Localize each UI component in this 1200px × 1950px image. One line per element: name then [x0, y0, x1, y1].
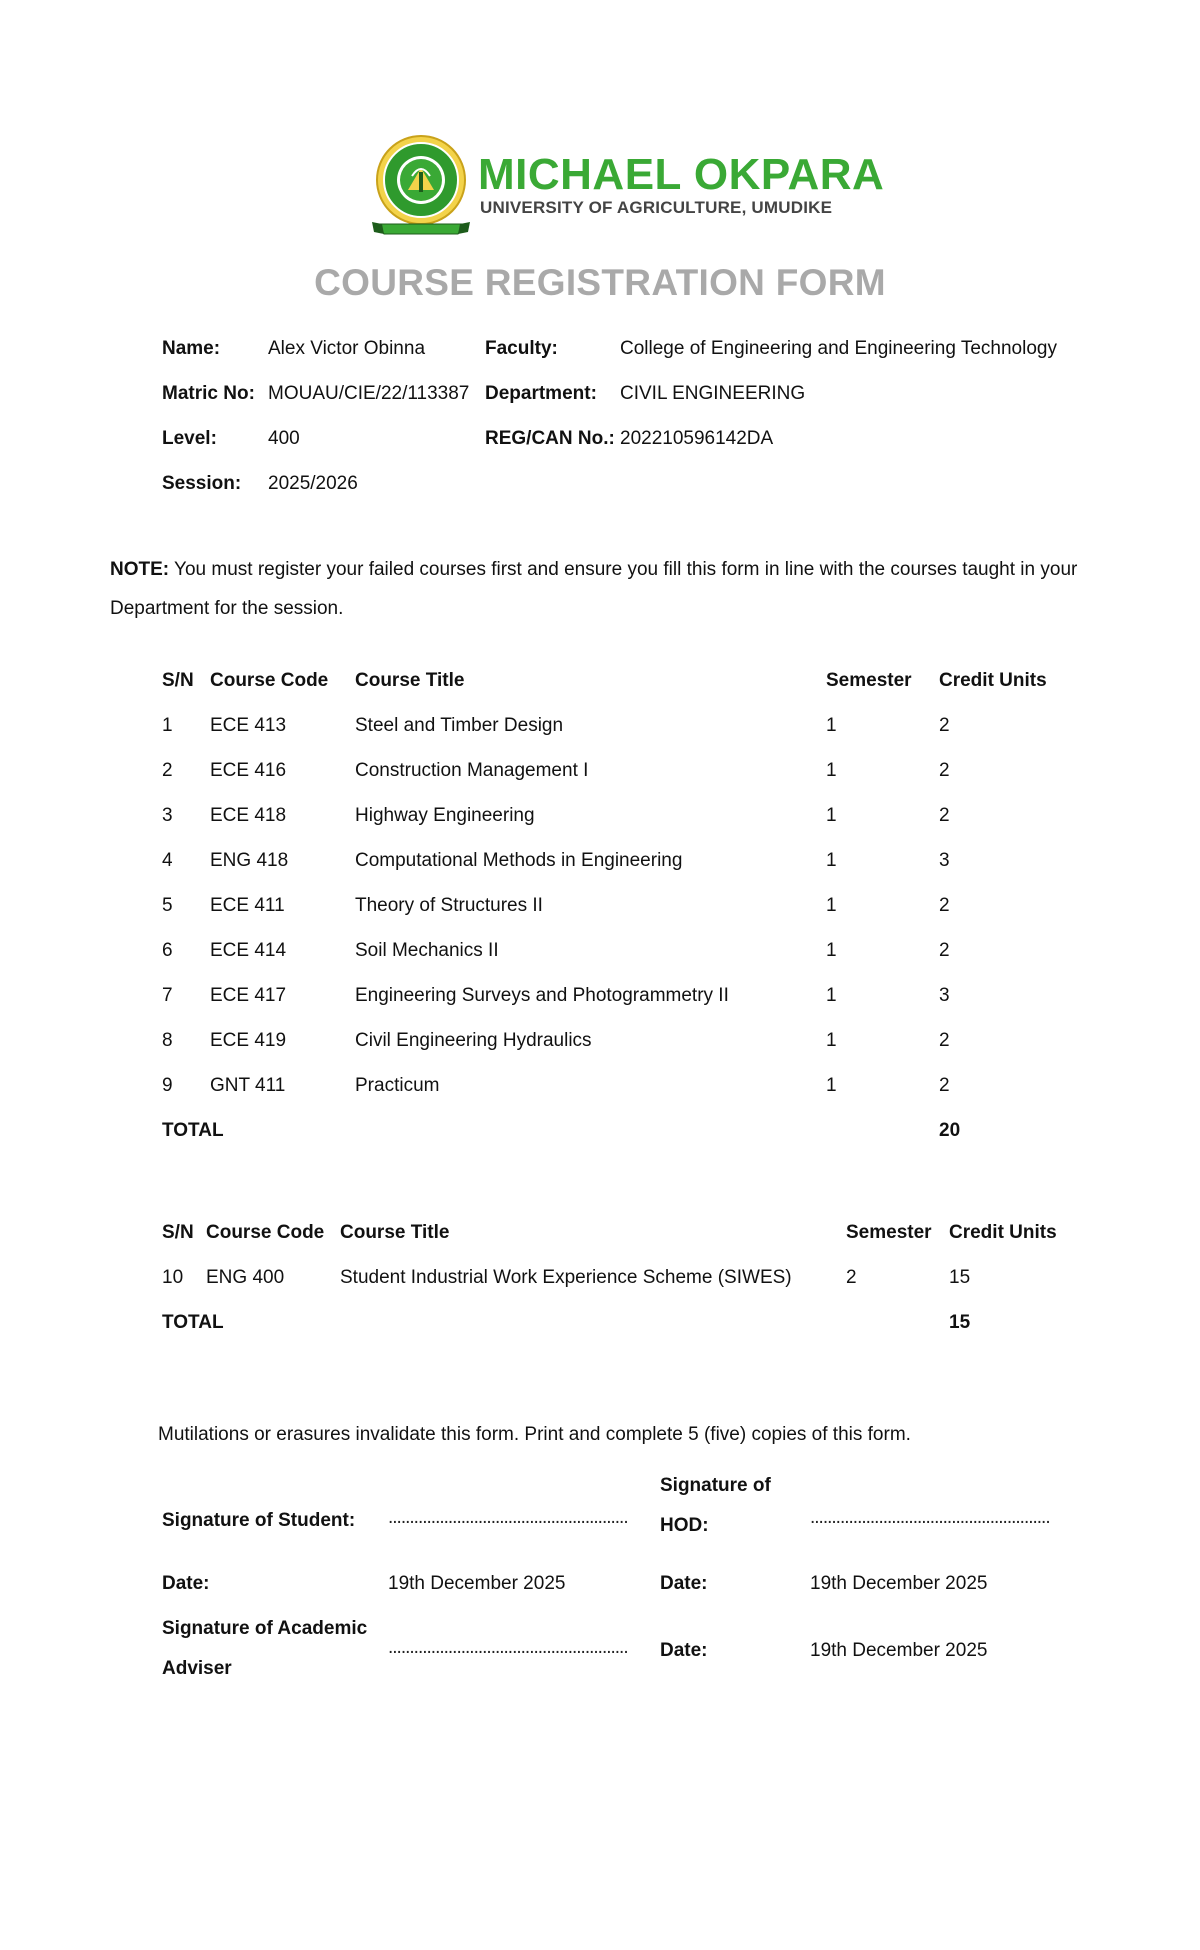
note-label: NOTE:: [110, 559, 170, 580]
table-row: [162, 895, 1062, 940]
registration-note: [110, 550, 1100, 628]
student-date-label: Date:: [162, 1573, 210, 1594]
row-sn: 4: [162, 850, 173, 871]
row-course-title: Civil Engineering Hydraulics: [355, 1030, 592, 1051]
hod-date-label: Date:: [660, 1573, 708, 1594]
header-semester: Semester: [826, 670, 912, 691]
name-label: Name:: [162, 338, 221, 359]
level-label: Level:: [162, 428, 217, 449]
adviser-signature-line: ........................................................: [388, 1637, 628, 1658]
row-course-code: ENG 418: [210, 850, 289, 871]
university-subtitle: UNIVERSITY OF AGRICULTURE, UMUDIKE: [480, 198, 833, 217]
row-semester: 1: [826, 850, 837, 871]
info-row: [162, 383, 1102, 428]
table-row: [162, 985, 1062, 1030]
row-credit-units: 3: [939, 850, 950, 871]
table-header-row: [162, 670, 1062, 715]
student-signature-line: ........................................................: [388, 1507, 628, 1528]
header-course-code: Course Code: [210, 670, 329, 691]
row-course-code: ECE 418: [210, 805, 287, 826]
row-course-code: GNT 411: [210, 1075, 286, 1096]
total-credit-units: 20: [939, 1120, 961, 1141]
table-row: [162, 850, 1062, 895]
matric-label: Matric No:: [162, 383, 255, 404]
row-credit-units: 2: [939, 940, 950, 961]
row-course-title: Construction Management I: [355, 760, 589, 781]
row-semester: 1: [826, 1075, 837, 1096]
student-signature-label: Signature of Student:: [162, 1510, 356, 1531]
row-credit-units: 2: [939, 1030, 950, 1051]
header-sn: S/N: [162, 670, 194, 691]
table-row: [162, 805, 1062, 850]
row-sn: 8: [162, 1030, 173, 1051]
row-sn: 2: [162, 760, 173, 781]
row-semester: 1: [826, 760, 837, 781]
row-course-code: ECE 417: [210, 985, 287, 1006]
row-course-title: Soil Mechanics II: [355, 940, 499, 961]
row-semester: 1: [826, 715, 837, 736]
row-course-title: Computational Methods in Engineering: [355, 850, 683, 871]
row-course-code: ECE 411: [210, 895, 285, 916]
header-semester: Semester: [846, 1222, 932, 1243]
row-course-title: Highway Engineering: [355, 805, 535, 826]
row-credit-units: 15: [949, 1267, 971, 1288]
total-label: TOTAL: [162, 1312, 224, 1333]
table-row: [162, 760, 1062, 805]
table-row: [162, 1075, 1062, 1120]
row-semester: 1: [826, 895, 837, 916]
faculty-value: College of Engineering and Engineering Technology: [620, 338, 1057, 359]
header-credit-units: Credit Units: [949, 1222, 1057, 1243]
row-course-title: Practicum: [355, 1075, 440, 1096]
header-course-title: Course Title: [340, 1222, 450, 1243]
total-credit-units: 15: [949, 1312, 971, 1333]
university-crest-icon: [368, 132, 478, 242]
form-title: COURSE REGISTRATION FORM: [314, 262, 886, 303]
note-text: You must register your failed courses first and ensure you fill this form in line with the courses taught in your Department for the session.: [110, 559, 1078, 619]
row-course-code: ECE 414: [210, 940, 287, 961]
student-info: [162, 338, 1102, 518]
row-semester: 1: [826, 1030, 837, 1051]
table-row: [162, 1030, 1062, 1075]
regcan-label: REG/CAN No.:: [485, 428, 615, 449]
row-sn: 1: [162, 715, 173, 736]
info-row: [162, 428, 1102, 473]
faculty-label: Faculty:: [485, 338, 558, 359]
row-course-title: Student Industrial Work Experience Scheme (SIWES): [340, 1267, 792, 1288]
info-row: [162, 473, 1102, 518]
session-label: Session:: [162, 473, 242, 494]
table-row: [162, 715, 1062, 760]
warning-text: Mutilations or erasures invalidate this form. Print and complete 5 (five) copies of this form.: [158, 1424, 911, 1445]
matric-value: MOUAU/CIE/22/113387: [268, 383, 470, 404]
hod-signature-label: Signature of: [660, 1475, 771, 1496]
row-sn: 5: [162, 895, 173, 916]
row-course-code: ECE 413: [210, 715, 287, 736]
row-credit-units: 2: [939, 760, 950, 781]
student-date-value: 19th December 2025: [388, 1573, 566, 1594]
total-label: TOTAL: [162, 1120, 224, 1141]
first-semester-courses-table: [162, 670, 1062, 1165]
row-credit-units: 3: [939, 985, 950, 1006]
row-semester: 1: [826, 940, 837, 961]
table-row: [162, 1267, 1082, 1312]
hod-signature-line: ........................................................: [810, 1507, 1050, 1528]
row-course-title: Engineering Surveys and Photogrammetry II: [355, 985, 729, 1006]
row-sn: 7: [162, 985, 173, 1006]
row-sn: 6: [162, 940, 173, 961]
signature-section: [162, 1475, 1082, 1715]
row-course-code: ECE 419: [210, 1030, 287, 1051]
row-semester: 1: [826, 805, 837, 826]
info-row: [162, 338, 1102, 383]
table-total-row: [162, 1312, 1082, 1357]
row-course-title: Steel and Timber Design: [355, 715, 564, 736]
regcan-value: 202210596142DA: [620, 428, 774, 449]
row-sn: 9: [162, 1075, 173, 1096]
row-semester: 1: [826, 985, 837, 1006]
session-value: 2025/2026: [268, 473, 358, 494]
name-value: Alex Victor Obinna: [268, 338, 426, 359]
row-credit-units: 2: [939, 715, 950, 736]
university-name: MICHAEL OKPARA: [478, 150, 885, 199]
table-total-row: [162, 1120, 1062, 1165]
row-course-code: ENG 400: [206, 1267, 285, 1288]
department-label: Department:: [485, 383, 597, 404]
row-sn: 10: [162, 1267, 184, 1288]
hod-date-value: 19th December 2025: [810, 1573, 988, 1594]
adviser-signature-label-cont: Adviser: [162, 1658, 232, 1679]
table-header-row: [162, 1222, 1082, 1267]
row-semester: 2: [846, 1267, 857, 1288]
row-course-code: ECE 416: [210, 760, 287, 781]
row-sn: 3: [162, 805, 173, 826]
adviser-signature-label: Signature of Academic: [162, 1618, 368, 1639]
table-row: [162, 940, 1062, 985]
header-credit-units: Credit Units: [939, 670, 1047, 691]
university-header: [368, 132, 885, 242]
hod-signature-label-cont: HOD:: [660, 1515, 709, 1536]
row-credit-units: 2: [939, 805, 950, 826]
row-credit-units: 2: [939, 1075, 950, 1096]
adviser-date-value: 19th December 2025: [810, 1640, 988, 1661]
level-value: 400: [268, 428, 300, 449]
siwes-course-table: [162, 1222, 1082, 1357]
adviser-date-label: Date:: [660, 1640, 708, 1661]
row-credit-units: 2: [939, 895, 950, 916]
header-course-code: Course Code: [206, 1222, 325, 1243]
header-course-title: Course Title: [355, 670, 465, 691]
department-value: CIVIL ENGINEERING: [620, 383, 806, 404]
header-sn: S/N: [162, 1222, 194, 1243]
row-course-title: Theory of Structures II: [355, 895, 543, 916]
